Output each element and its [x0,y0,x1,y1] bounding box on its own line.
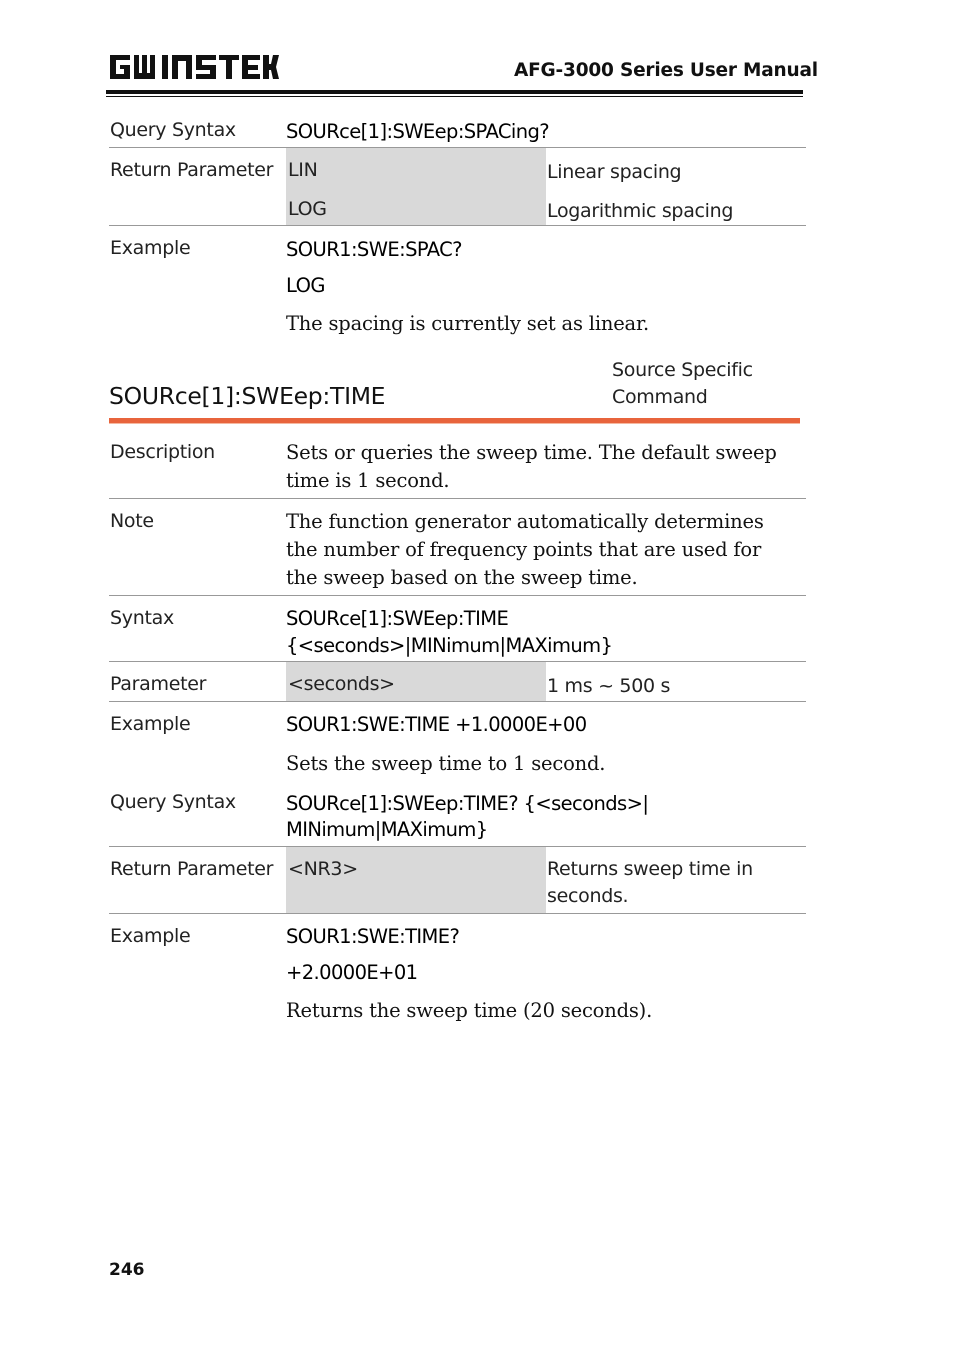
return-value-lin: LIN [288,159,318,181]
example-command: SOUR1:SWE:SPAC? [286,238,462,261]
example-command: SOUR1:SWE:TIME +1.0000E+00 [286,713,587,736]
command-type-line1: Source Specific [612,359,753,381]
return-desc-log: Logarithmic spacing [547,200,734,222]
query-syntax-label: Query Syntax [110,791,236,813]
header-rule-thin [106,96,803,97]
return-description [547,856,753,910]
row-divider [109,595,806,596]
section-title: SOURce[1]:SWEep:TIME [109,382,386,410]
return-param-label: Return Parameter [110,858,274,880]
syntax-label: Syntax [110,607,174,629]
return-value-log: LOG [288,198,327,220]
return-param-label: Return Parameter [110,159,274,181]
return-desc-line1: Returns sweep time in [547,858,753,880]
gwinstek-logo [108,52,280,86]
command-type [612,357,753,411]
example2-note: Returns the sweep time (20 seconds). [286,999,653,1022]
example-label: Example [110,237,191,259]
description-label: Description [110,441,215,463]
gwinstek-logo-graphic [108,52,280,82]
example-reply: LOG [286,274,325,297]
example-label: Example [110,713,191,735]
query-syntax: SOURce[1]:SWEep:SPACing? [286,120,549,143]
note-label: Note [110,510,154,532]
example2-label: Example [110,925,191,947]
command-type-line2: Command [612,386,708,408]
description-text: Sets or queries the sweep time. The default sweep time is 1 second. [286,441,777,492]
section-accent-rule-light [109,423,800,424]
row-divider [109,913,806,914]
parameter-label: Parameter [110,673,207,695]
row-divider [109,225,806,226]
header-rule [106,90,803,94]
example-note: Sets the sweep time to 1 second. [286,752,606,775]
example2-reply: +2.0000E+01 [286,961,418,984]
syntax-line2: {<seconds>|MINimum|MAXimum} [286,634,613,657]
note-text: The function generator automatically determines the number of frequency points that are used for the sweep based on the sweep time. [286,510,764,589]
return-value: <NR3> [288,858,358,880]
syntax-line1: SOURce[1]:SWEep:TIME [286,607,509,630]
return-desc-lin: Linear spacing [547,161,682,183]
return-desc-line2: seconds. [547,885,629,907]
parameter-value: <seconds> [288,673,395,695]
manual-title: AFG-3000 Series User Manual [514,60,818,81]
parameter-range: 1 ms ~ 500 s [547,675,671,697]
query-syntax-line2: MINimum|MAXimum} [286,818,488,841]
example-note: The spacing is currently set as linear. [286,312,649,335]
page-number: 246 [109,1260,145,1280]
return-param-shade [286,847,546,913]
example2-command: SOUR1:SWE:TIME? [286,925,460,948]
query-syntax-line1: SOURce[1]:SWEep:TIME? {<seconds>| [286,792,649,815]
row-divider [109,498,806,499]
row-divider [109,701,806,702]
query-syntax-label: Query Syntax [110,119,236,141]
